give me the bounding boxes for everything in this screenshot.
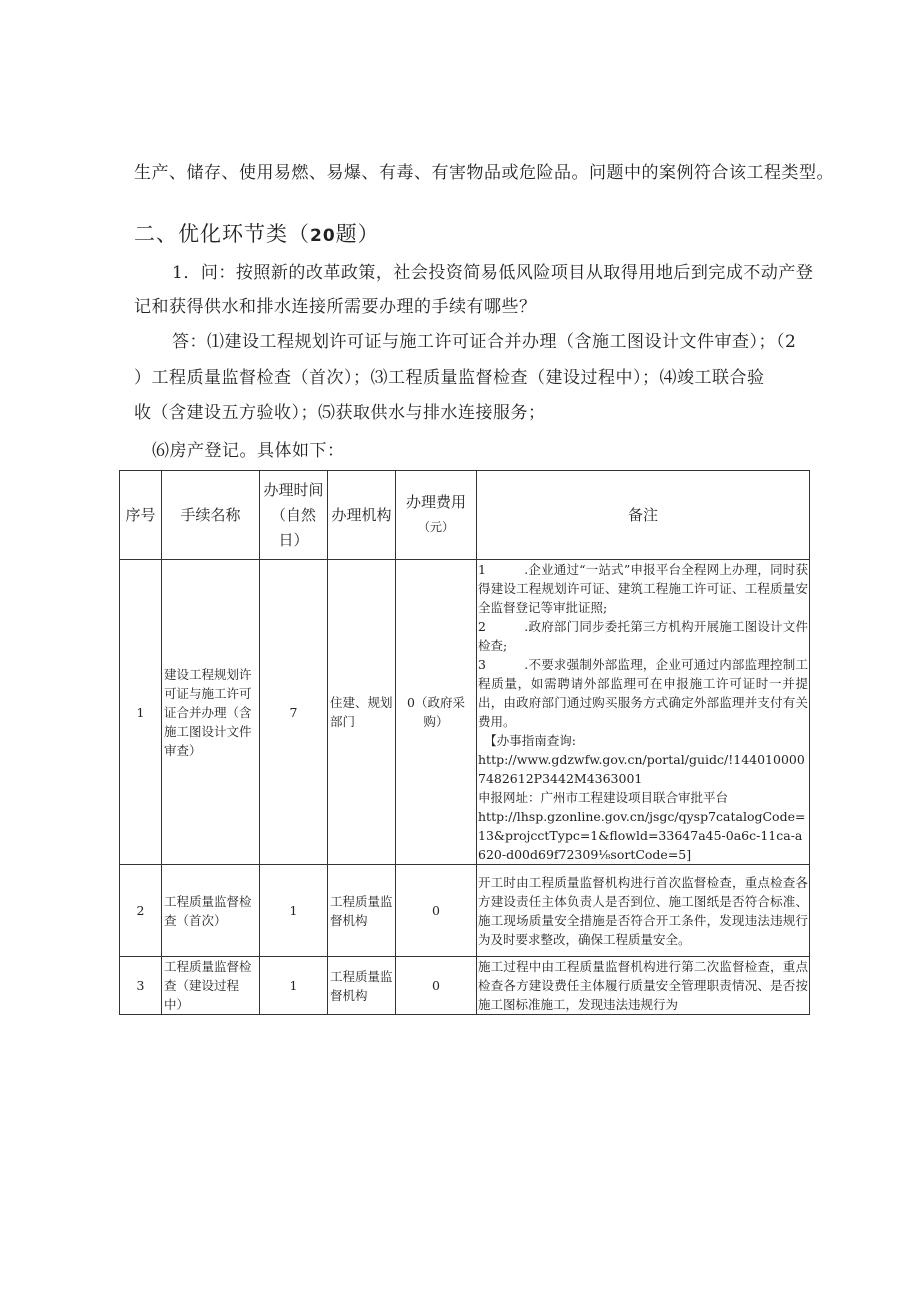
row1-seq: 1 bbox=[120, 560, 162, 865]
question-line-1: 1．问：按照新的改革政策，社会投资简易低风险项目从取得用地后到完成不动产登 bbox=[172, 263, 814, 283]
row1-remark-line: 【办事指南查询: bbox=[478, 733, 576, 748]
row2-name: 工程质量监督检查（首次） bbox=[162, 865, 260, 957]
row1-name: 建设工程规划许可证与施工许可证合并办理（含施工图设计文件审查） bbox=[162, 560, 260, 865]
header-time: 办理时间（自然日） bbox=[260, 471, 328, 560]
header-fee-label: 办理费用 bbox=[405, 493, 466, 511]
row2-remark-line: 开工时由工程质量监督机构进行首次监督检查，重点检查各方建设责任主体负责人是否到位、施工图纸是否符合标准、施工现场质量安全措施是否符合开工条件，发现违法违规行为及时要求整改，确保工程质量安全。 bbox=[478, 874, 808, 947]
row1-remark-link: http://www.gdzwfw.gov.cn/portal/guidc/!1440100007482612P3442M4363001 bbox=[478, 752, 805, 786]
row2-remark bbox=[477, 865, 810, 957]
row1-remark-link: http://lhsp.gzonline.gov.cn/jsgc/qysp7catalogCode=13&projcctTypc=1&flowld=33647a45-0a6c-11ca-a620-d00d69f72309⅛sortCode=5] bbox=[478, 809, 806, 862]
section-heading-suffix: 题） bbox=[335, 222, 380, 246]
row3-agency: 工程质量监督机构 bbox=[328, 957, 396, 1015]
answer-line-1: 答：⑴建设工程规划许可证与施工许可证合并办理（含施工图设计文件审查）；（2 bbox=[172, 332, 797, 352]
table-row bbox=[120, 560, 810, 865]
table-header-row bbox=[120, 471, 810, 560]
header-seq: 序号 bbox=[120, 471, 162, 560]
row3-time: 1 bbox=[260, 957, 328, 1015]
row1-time: 7 bbox=[260, 560, 328, 865]
answer-line-3: 收（含建设五方验收）；⑸获取供水与排水连接服务； bbox=[134, 403, 546, 423]
header-name: 手续名称 bbox=[162, 471, 260, 560]
row2-time: 1 bbox=[260, 865, 328, 957]
row1-agency: 住建、规划部门 bbox=[328, 560, 396, 865]
header-fee bbox=[396, 471, 477, 560]
header-agency: 办理机构 bbox=[328, 471, 396, 560]
row3-remark bbox=[477, 957, 810, 1015]
answer-line-4: ⑹房产登记。具体如下： bbox=[152, 441, 345, 461]
table-row bbox=[120, 865, 810, 957]
row2-seq: 2 bbox=[120, 865, 162, 957]
row1-remark bbox=[477, 560, 810, 865]
intro-line: 生产、储存、使用易燃、易爆、有毒、有害物品或危险品。问题中的案例符合该工程类型。 bbox=[134, 163, 834, 183]
row1-remark-line: 3 .不要求强制外部监理，企业可通过内部监理控制工程质量，如需聘请外部监理可在申报施工许可证时一并提出，由政府部门通过购买服务方式确定外部监理并支付有关费用。 bbox=[478, 657, 808, 729]
question-line-2: 记和获得供水和排水连接所需要办理的手续有哪些？ bbox=[134, 297, 537, 317]
row1-remark-line: 申报网址：广州市工程建设项目联合审批平台 bbox=[478, 790, 729, 805]
row3-name: 工程质量监督检查（建设过程中） bbox=[162, 957, 260, 1015]
section-heading-count: 20 bbox=[310, 226, 336, 246]
row2-fee: 0 bbox=[396, 865, 477, 957]
procedures-table bbox=[119, 470, 810, 1015]
table-row bbox=[120, 957, 810, 1015]
section-heading-prefix: 二、优化环节类（ bbox=[134, 222, 310, 246]
section-heading bbox=[134, 218, 380, 248]
row1-fee: 0（政府采购） bbox=[396, 560, 477, 865]
row3-fee: 0 bbox=[396, 957, 477, 1015]
header-fee-unit: （元） bbox=[417, 520, 454, 534]
header-remark: 备注 bbox=[477, 471, 810, 560]
row1-remark-line: 1 .企业通过“一站式”申报平台全程网上办理，同时获得建设工程规划许可证、建筑工程施工许可证、工程质量安全监督登记等审批证照; bbox=[478, 562, 808, 615]
answer-line-2: ）工程质量监督检查（首次）；⑶工程质量监督检查（建设过程中）；⑷竣工联合验 bbox=[134, 368, 765, 388]
row3-remark-line: 施工过程中由工程质量监督机构进行第二次监督检查，重点检查各方建设费任主体履行质量安全管理职责情况、是否按施工图标准施工，发现违法违规行为 bbox=[478, 959, 808, 1012]
row2-agency: 工程质量监督机构 bbox=[328, 865, 396, 957]
row1-remark-line: 2 .政府部门同步委托第三方机构开展施工图设计文件检查; bbox=[478, 619, 808, 653]
row3-seq: 3 bbox=[120, 957, 162, 1015]
